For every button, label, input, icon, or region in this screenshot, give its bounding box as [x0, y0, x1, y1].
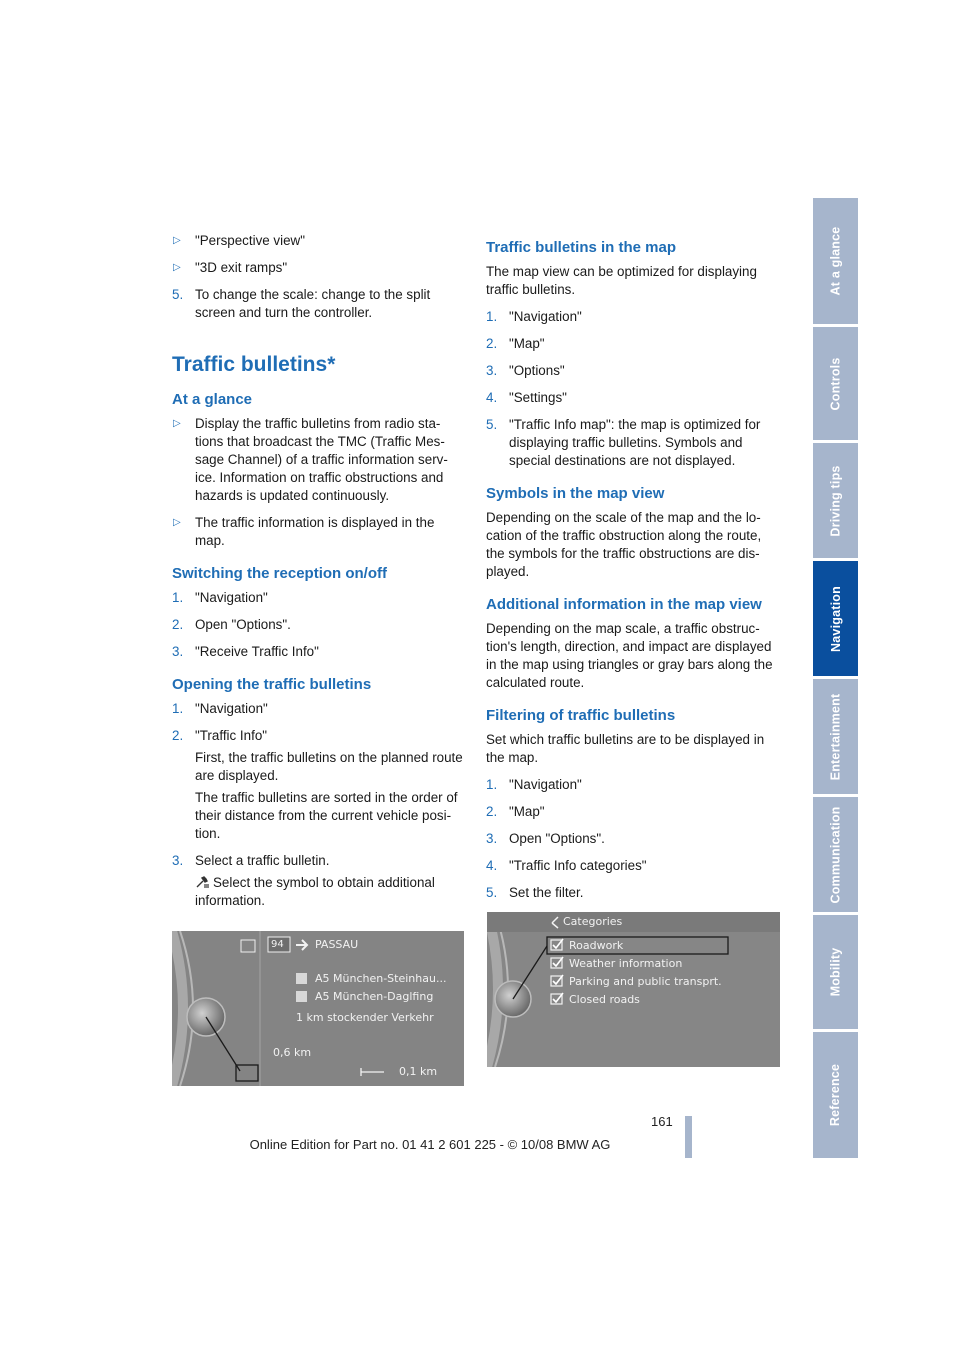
arrow-icon: ▷	[173, 262, 181, 273]
step: 2. "Map"	[486, 336, 545, 351]
step: 2. Open "Options".	[172, 617, 291, 632]
footer-text: Online Edition for Part no. 01 41 2 601 225 - © 10/08 BMW AG	[249, 1137, 611, 1152]
tab-navigation[interactable]: Navigation	[813, 561, 858, 676]
step: 1. "Navigation"	[172, 701, 268, 716]
step: 5. "Traffic Info map": the map is optimized for displaying traffic bulletins. Symbols and special destinations are not displayed.	[486, 417, 761, 468]
step: 4. "Settings"	[486, 390, 567, 405]
step: 5. Set the filter.	[486, 885, 584, 900]
category-option: Parking and public transprt.	[569, 975, 722, 988]
tab-mobility[interactable]: Mobility	[813, 915, 858, 1029]
tab-controls[interactable]: Controls	[813, 327, 858, 440]
tab-driving-tips[interactable]: Driving tips	[813, 443, 858, 558]
left-column	[172, 232, 464, 919]
arrow-icon: ▷	[173, 235, 181, 246]
bullet-traffic-in-map: ▷ The traffic information is displayed in the map.	[173, 515, 435, 548]
bulletin-item: A5 München-Steinhau...	[315, 972, 447, 985]
step-change-scale: 5. To change the scale: change to the split screen and turn the controller.	[172, 287, 431, 320]
note-planned-route: First, the traffic bulletins on the planned route are displayed.	[195, 750, 463, 783]
step: 3. "Options"	[486, 363, 565, 378]
category-option: Roadwork	[569, 939, 624, 952]
scale-readout: 0,1 km	[399, 1065, 438, 1078]
heading-additional-info: Additional information in the map view	[486, 596, 762, 613]
map-intro: The map view can be optimized for displaying traffic bulletins.	[486, 264, 757, 297]
heading-at-a-glance: At a glance	[172, 391, 253, 408]
categories-header: Categories	[563, 915, 623, 928]
section-title: Traffic bulletins*	[172, 353, 336, 376]
bullet-perspective: ▷ "Perspective view"	[173, 233, 305, 248]
right-column	[486, 236, 780, 911]
heading-traffic-in-map: Traffic bulletins in the map	[486, 239, 677, 256]
bullet-display-traffic: ▷ Display the traffic bulletins from radio sta-tions that broadcast the TMC (Traffic Mes-sage Channel) of a traffic information serv-ice. Information on traffic obstructions and hazards is updated continuously.	[173, 416, 448, 503]
destination-label: PASSAU	[315, 938, 359, 951]
bullet-3d-exit: ▷ "3D exit ramps"	[173, 260, 288, 275]
heading-symbols: Symbols in the map view	[486, 485, 665, 502]
page-number: 161	[651, 1114, 673, 1129]
bulletin-item: A5 München-Daglfing	[315, 990, 434, 1003]
bulletin-status: 1 km stockender Verkehr	[296, 1011, 434, 1024]
heading-filtering: Filtering of traffic bulletins	[486, 707, 676, 724]
tab-reference[interactable]: Reference	[813, 1032, 858, 1158]
step: 1. "Navigation"	[486, 309, 582, 324]
screen-graphics	[172, 931, 464, 1086]
arrow-icon: ▷	[173, 418, 181, 429]
step: 3. "Receive Traffic Info"	[172, 644, 319, 659]
route-badge: 94	[271, 939, 284, 950]
step: 4. "Traffic Info categories"	[486, 858, 647, 873]
heading-switching-reception: Switching the reception on/off	[172, 565, 387, 582]
step: 2. "Traffic Info"	[172, 728, 268, 743]
category-option: Weather information	[569, 957, 683, 970]
step: 3. Select a traffic bulletin.	[172, 853, 330, 868]
tab-entertainment[interactable]: Entertainment	[813, 679, 858, 794]
tab-at-a-glance[interactable]: At a glance	[813, 198, 858, 324]
screen-graphics	[487, 912, 780, 1067]
step: 1. "Navigation"	[486, 777, 582, 792]
info-wrench-icon	[195, 876, 209, 888]
tab-communication[interactable]: Communication	[813, 797, 858, 912]
step: 2. "Map"	[486, 804, 545, 819]
note-select-symbol: Select the symbol to obtain additional information.	[195, 875, 435, 908]
distance-readout: 0,6 km	[273, 1046, 312, 1059]
additional-text: Depending on the map scale, a traffic obstruc-tion's length, direction, and impact are displayed in the map using triangles or gray bars along the calculated route.	[486, 621, 773, 690]
categories-screen	[487, 912, 780, 1067]
traffic-info-screen	[172, 931, 464, 1086]
arrow-icon: ▷	[173, 517, 181, 528]
symbols-text: Depending on the scale of the map and the lo-cation of the traffic obstruction along the route, the symbols for the traffic obstructions are dis-played.	[486, 510, 762, 579]
category-option: Closed roads	[569, 993, 640, 1006]
filtering-intro: Set which traffic bulletins are to be displayed in the map.	[486, 732, 765, 765]
heading-opening-bulletins: Opening the traffic bulletins	[172, 676, 372, 693]
step: 1. "Navigation"	[172, 590, 268, 605]
note-sorted-order: The traffic bulletins are sorted in the order of their distance from the current vehicle posi-tion.	[195, 790, 458, 841]
step: 3. Open "Options".	[486, 831, 605, 846]
